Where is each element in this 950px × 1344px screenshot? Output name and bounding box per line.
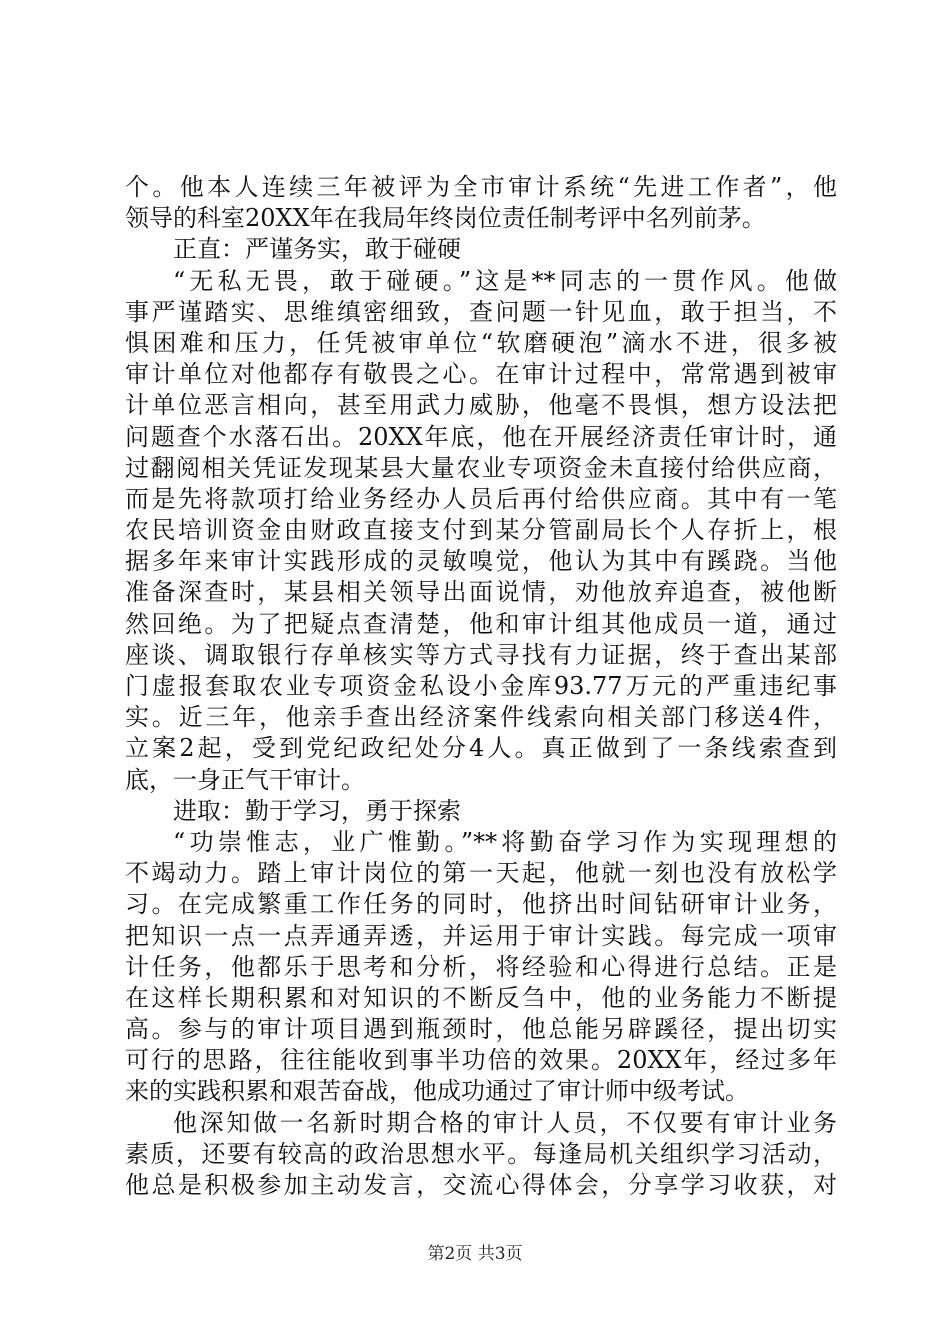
text-line: 立案2起，受到党纪政纪处分4人。真正做到了一条线索查到 [125, 734, 837, 763]
text-line: “无私无畏，敢于碰硬。”这是**同志的一贯作风。他做 [173, 266, 837, 295]
text-line: 高。参与的审计项目遇到瓶颈时，他总能另辟蹊径，提出切实 [125, 1015, 837, 1044]
document-body [125, 172, 837, 1201]
text-line: 领导的科室20XX年在我局年终岗位责任制考评中名列前茅。 [125, 204, 766, 233]
text-line: 事严谨踏实、思维缜密细致，查问题一针见血，敢于担当，不 [125, 297, 837, 326]
text-line: 习。在完成繁重工作任务的同时，他挤出时间钻研审计业务， [125, 890, 837, 919]
text-line: 他深知做一名新时期合格的审计人员，不仅要有审计业务 [173, 1108, 837, 1137]
text-line: 正直：严谨务实，敢于碰硬 [173, 235, 461, 264]
text-line: 而是先将款项打给业务经办人员后再付给供应商。其中有一笔 [125, 484, 837, 513]
text-line: 个。他本人连续三年被评为全市审计系统“先进工作者”，他 [125, 173, 837, 201]
text-line: 惧困难和压力，任凭被审单位“软磨硬泡”滴水不进，很多被 [125, 328, 837, 357]
text-line: 计任务，他都乐于思考和分析，将经验和心得进行总结。正是 [125, 952, 837, 981]
text-line: 在这样长期积累和对知识的不断反刍中，他的业务能力不断提 [125, 983, 837, 1012]
text-line: 他总是积极参加主动发言，交流心得体会，分享学习收获，对 [125, 1171, 837, 1199]
text-line: 过翻阅相关凭证发现某县大量农业专项资金未直接付给供应商， [125, 453, 837, 482]
text-line: 实。近三年，他亲手查出经济案件线索向相关部门移送4件， [125, 703, 837, 732]
text-line: 座谈、调取银行存单核实等方式寻找有力证据，终于查出某部 [125, 640, 837, 669]
page-footer: 第2页 共3页 [427, 1244, 523, 1264]
text-line: 农民培训资金由财政直接支付到某分管副局长个人存折上，根 [125, 516, 837, 545]
text-line: 可行的思路，往往能收到事半功倍的效果。20XX年，经过多年 [125, 1046, 837, 1075]
text-line: 审计单位对他都存有敬畏之心。在审计过程中，常常遇到被审 [125, 360, 837, 389]
text-line: 计单位恶言相向，甚至用武力威胁，他毫不畏惧，想方设法把 [125, 391, 837, 420]
text-line: 据多年来审计实践形成的灵敏嗅觉，他认为其中有蹊跷。当他 [125, 547, 837, 576]
text-line: 然回绝。为了把疑点查清楚，他和审计组其他成员一道，通过 [125, 609, 837, 638]
text-line: 素质，还要有较高的政治思想水平。每逢局机关组织学习活动， [125, 1139, 837, 1168]
text-line: 问题查个水落石出。20XX年底，他在开展经济责任审计时，通 [125, 422, 837, 451]
text-line: 准备深查时，某县相关领导出面说情，劝他放弃追查，被他断 [125, 578, 837, 607]
text-line: 门虚报套取农业专项资金私设小金库93.77万元的严重违纪事 [125, 672, 837, 700]
text-line: 进取：勤于学习，勇于探索 [173, 796, 461, 825]
text-line: 来的实践积累和艰苦奋战，他成功通过了审计师中级考试。 [125, 1077, 749, 1106]
text-line: 把知识一点一点弄通弄透，并运用于审计实践。每完成一项审 [125, 921, 837, 950]
text-line: 不竭动力。踏上审计岗位的第一天起，他就一刻也没有放松学 [125, 859, 837, 888]
text-line: “功崇惟志，业广惟勤。”**将勤奋学习作为实现理想的 [173, 827, 837, 856]
text-line: 底，一身正气干审计。 [125, 765, 365, 794]
